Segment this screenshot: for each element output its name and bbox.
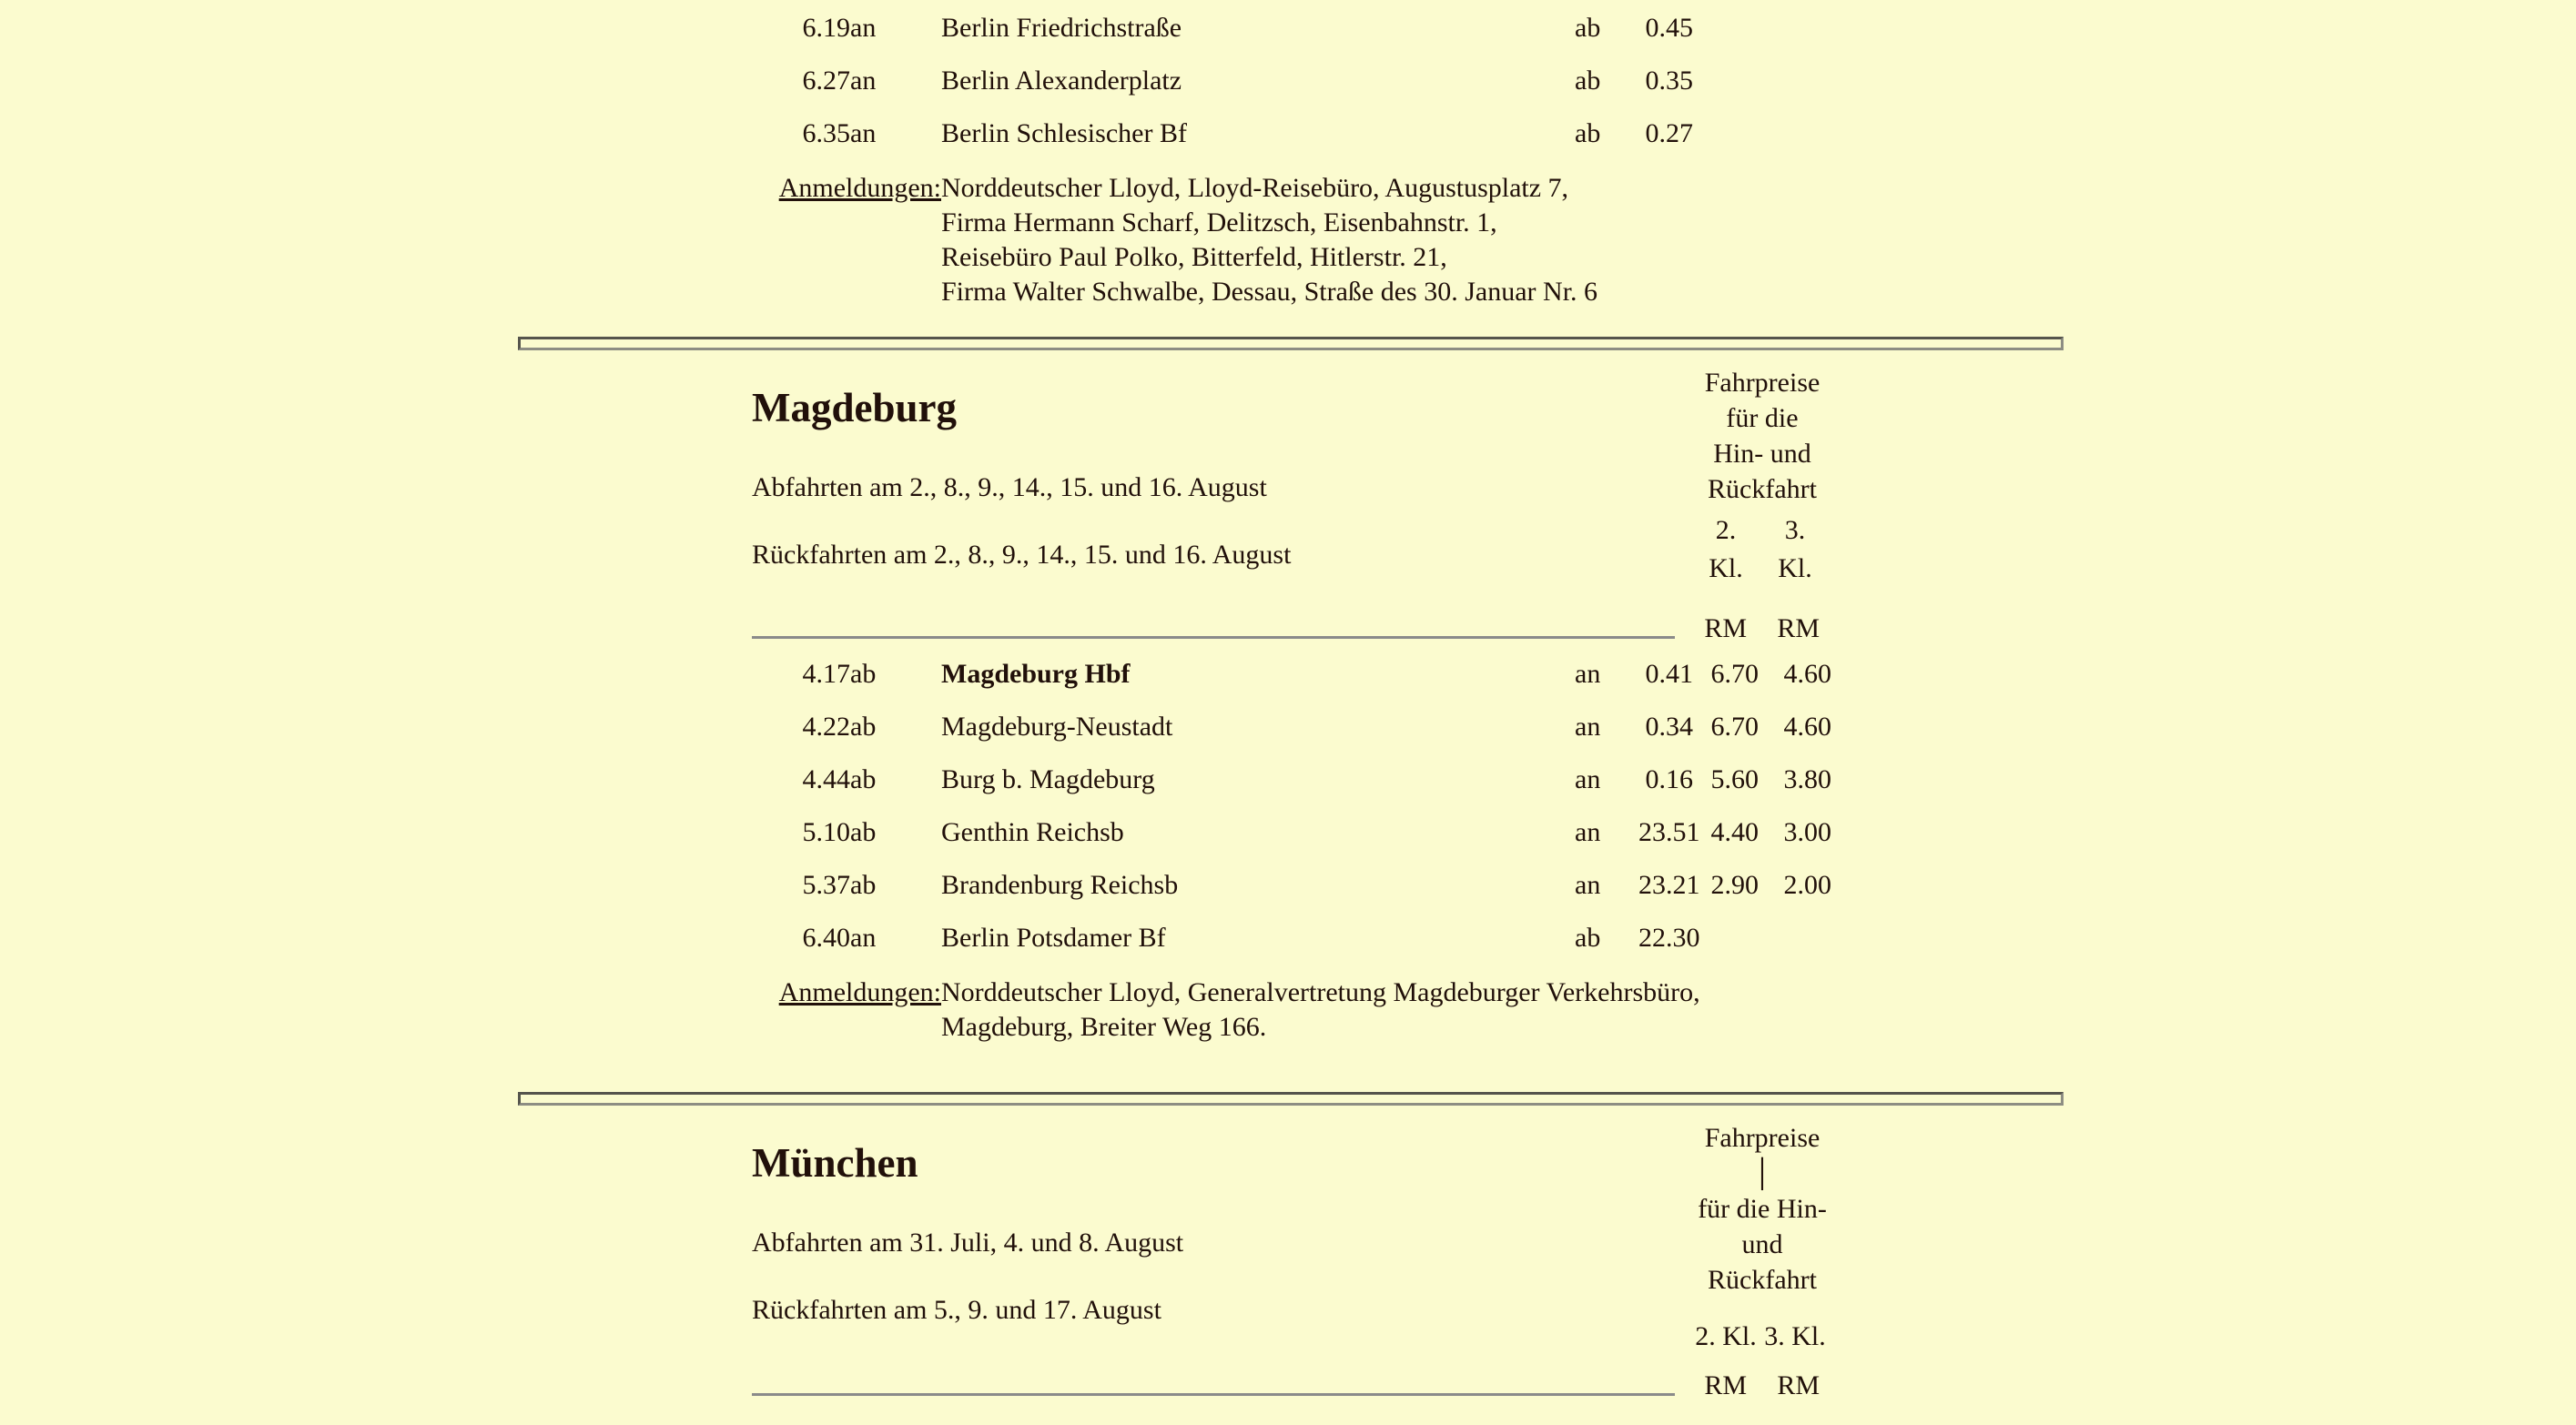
direction-label: ab bbox=[1575, 118, 1601, 148]
table-row bbox=[518, 701, 1831, 753]
anmeldungen-label-text: Anmeldungen: bbox=[778, 977, 941, 1007]
arrival-time: 0.41 bbox=[1645, 659, 1693, 689]
section-magdeburg bbox=[518, 350, 2058, 1076]
departure-time: 5.37 bbox=[802, 870, 850, 900]
address-line: Norddeutscher Lloyd, Lloyd-Reisebüro, Augustusplatz 7, bbox=[941, 173, 1569, 203]
direction-label: an bbox=[1575, 712, 1601, 742]
arrival-time: 6.19 bbox=[802, 13, 850, 43]
price-2kl: 5.60 bbox=[1710, 764, 1759, 794]
fare-header-line: und bbox=[1741, 1229, 1783, 1259]
fare-header-line: Fahrpreise bbox=[1704, 368, 1820, 398]
departure-time: 4.22 bbox=[802, 712, 850, 742]
address-line: Magdeburg, Breiter Weg 166. bbox=[941, 1012, 1267, 1042]
price-2kl: 6.70 bbox=[1710, 712, 1759, 742]
class-3-label: 3. Kl. bbox=[1778, 515, 1812, 583]
anmeldungen-label bbox=[518, 160, 941, 320]
magdeburg-header-left bbox=[518, 350, 1693, 574]
fare-header-line: für die bbox=[1726, 403, 1799, 433]
fare-header-line: Rückfahrt bbox=[1708, 474, 1817, 504]
fare-header-line: Fahrpreise │ bbox=[1704, 1123, 1820, 1188]
anmeldungen-label bbox=[518, 965, 941, 1056]
return-dates: Rückfahrten am 5., 9. und 17. August bbox=[752, 1295, 1161, 1325]
station-name: Magdeburg-Neustadt bbox=[941, 712, 1173, 742]
fare-header-line: Rückfahrt bbox=[1708, 1265, 1817, 1295]
city-title: Magdeburg bbox=[752, 385, 957, 430]
anmeldungen-addresses bbox=[941, 965, 1831, 1056]
arrivals-table bbox=[518, 2, 1831, 320]
address-line: Norddeutscher Lloyd, Generalvertretung Magdeburger Verkehrsbüro, bbox=[941, 977, 1700, 1007]
class-3-label: 3. Kl. bbox=[1764, 1321, 1826, 1351]
station-name: Berlin Schlesischer Bf bbox=[941, 118, 1187, 148]
departure-dates: Abfahrten am 31. Juli, 4. und 8. August bbox=[752, 1228, 1184, 1258]
fare-header-line: Hin- und bbox=[1713, 439, 1811, 469]
direction-label: an bbox=[850, 923, 877, 953]
table-row bbox=[518, 859, 1831, 912]
anmeldungen-label-text: Anmeldungen: bbox=[778, 173, 941, 203]
currency-header-row bbox=[518, 610, 1831, 648]
direction-label: ab bbox=[1575, 13, 1601, 43]
class-header-row bbox=[1693, 1318, 1831, 1356]
direction-label: ab bbox=[850, 712, 877, 742]
price-2kl bbox=[1693, 55, 1759, 107]
table-row bbox=[518, 648, 1831, 701]
station-name: Berlin Potsdamer Bf bbox=[941, 923, 1166, 953]
price-3kl: 3.80 bbox=[1783, 764, 1831, 794]
class-2-label: 2. Kl. bbox=[1709, 515, 1743, 583]
table-row bbox=[518, 912, 1831, 965]
currency-2kl: RM bbox=[1704, 1370, 1747, 1400]
price-3kl: 4.60 bbox=[1783, 659, 1831, 689]
currency-rule-area bbox=[518, 1393, 1693, 1405]
section-muenchen bbox=[518, 1106, 2058, 1425]
magdeburg-timetable bbox=[518, 648, 1831, 1056]
station-name: Genthin Reichsb bbox=[941, 817, 1124, 847]
class-header-row bbox=[1693, 511, 1831, 588]
direction-label: an bbox=[1575, 870, 1601, 900]
section-divider-rule bbox=[518, 337, 2064, 350]
direction-label: ab bbox=[1575, 66, 1601, 96]
price-3kl: 4.60 bbox=[1783, 712, 1831, 742]
price-2kl bbox=[1693, 912, 1759, 965]
section-berlin-arrivals bbox=[518, 2, 2058, 320]
direction-label: an bbox=[1575, 659, 1601, 689]
anmeldungen-addresses bbox=[941, 160, 1831, 320]
direction-label: ab bbox=[850, 659, 877, 689]
departure-time: 0.27 bbox=[1645, 118, 1693, 148]
direction-label: an bbox=[1575, 817, 1601, 847]
direction-label: ab bbox=[850, 870, 877, 900]
price-3kl bbox=[1759, 2, 1831, 55]
fare-header-text bbox=[1693, 365, 1831, 507]
return-dates: Rückfahrten am 2., 8., 9., 14., 15. und 16. August bbox=[752, 540, 1292, 570]
class-3-header bbox=[1759, 511, 1831, 588]
arrival-time: 23.21 bbox=[1638, 870, 1700, 900]
departure-time: 0.35 bbox=[1645, 66, 1693, 96]
table-row bbox=[518, 2, 1831, 55]
fare-column-header bbox=[1693, 350, 1831, 588]
station-name: Berlin Alexanderplatz bbox=[941, 66, 1182, 96]
station-name: Magdeburg Hbf bbox=[941, 659, 1131, 689]
departure-time: 22.30 bbox=[1638, 923, 1700, 953]
currency-3kl: RM bbox=[1777, 613, 1820, 643]
price-3kl bbox=[1759, 55, 1831, 107]
arrival-time: 6.27 bbox=[802, 66, 850, 96]
direction-label: ab bbox=[1575, 923, 1601, 953]
muenchen-header-zone bbox=[518, 1106, 2058, 1356]
direction-label: an bbox=[850, 118, 877, 148]
price-3kl: 3.00 bbox=[1783, 817, 1831, 847]
anmeldungen-row bbox=[518, 160, 1831, 320]
direction-label: an bbox=[1575, 764, 1601, 794]
departure-time: 4.44 bbox=[802, 764, 850, 794]
station-name: Burg b. Magdeburg bbox=[941, 764, 1155, 794]
table-row bbox=[518, 55, 1831, 107]
thin-rule bbox=[752, 1393, 1675, 1396]
timetable-page bbox=[518, 0, 2058, 1425]
station-name: Berlin Friedrichstraße bbox=[941, 13, 1182, 43]
departure-time: 5.10 bbox=[802, 817, 850, 847]
class-2-label: 2. Kl. bbox=[1695, 1321, 1757, 1351]
address-line: Reisebüro Paul Polko, Bitterfeld, Hitlerstr. 21, bbox=[941, 242, 1447, 272]
city-title: München bbox=[752, 1140, 918, 1186]
arrival-time: 6.35 bbox=[802, 118, 850, 148]
thin-rule bbox=[752, 636, 1675, 639]
direction-label: an bbox=[850, 13, 877, 43]
arrival-time: 6.40 bbox=[802, 923, 850, 953]
currency-3kl: RM bbox=[1777, 1370, 1820, 1400]
price-2kl: 2.90 bbox=[1710, 870, 1759, 900]
anmeldungen-row bbox=[518, 965, 1831, 1056]
price-2kl: 6.70 bbox=[1710, 659, 1759, 689]
arrival-time: 0.34 bbox=[1645, 712, 1693, 742]
price-3kl bbox=[1759, 107, 1831, 160]
table-row bbox=[518, 753, 1831, 806]
price-3kl: 2.00 bbox=[1783, 870, 1831, 900]
departure-time: 4.17 bbox=[802, 659, 850, 689]
address-line: Firma Hermann Scharf, Delitzsch, Eisenbahnstr. 1, bbox=[941, 207, 1497, 238]
currency-rule-area bbox=[518, 636, 1693, 648]
direction-label: ab bbox=[850, 764, 877, 794]
arrival-time: 0.16 bbox=[1645, 764, 1693, 794]
muenchen-header-left bbox=[518, 1106, 1693, 1329]
currency-header-row bbox=[518, 1367, 1831, 1405]
price-2kl bbox=[1693, 107, 1759, 160]
price-3kl bbox=[1759, 912, 1831, 965]
arrival-time: 23.51 bbox=[1638, 817, 1700, 847]
direction-label: ab bbox=[850, 817, 877, 847]
direction-label: an bbox=[850, 66, 877, 96]
departure-dates: Abfahrten am 2., 8., 9., 14., 15. und 16. August bbox=[752, 472, 1267, 502]
class-3-header bbox=[1759, 1318, 1831, 1356]
price-2kl bbox=[1693, 2, 1759, 55]
section-divider-rule bbox=[518, 1092, 2064, 1106]
table-row bbox=[518, 806, 1831, 859]
table-row bbox=[518, 107, 1831, 160]
class-2-header bbox=[1693, 1318, 1759, 1356]
fare-column-header bbox=[1693, 1106, 1831, 1356]
departure-time: 0.45 bbox=[1645, 13, 1693, 43]
station-name: Brandenburg Reichsb bbox=[941, 870, 1179, 900]
fare-header-text bbox=[1693, 1120, 1831, 1298]
currency-2kl: RM bbox=[1704, 613, 1747, 643]
magdeburg-header-zone bbox=[518, 350, 2058, 588]
price-2kl: 4.40 bbox=[1710, 817, 1759, 847]
class-2-header bbox=[1693, 511, 1759, 588]
address-line: Firma Walter Schwalbe, Dessau, Straße des 30. Januar Nr. 6 bbox=[941, 277, 1598, 307]
fare-header-line: für die Hin- bbox=[1698, 1194, 1827, 1224]
